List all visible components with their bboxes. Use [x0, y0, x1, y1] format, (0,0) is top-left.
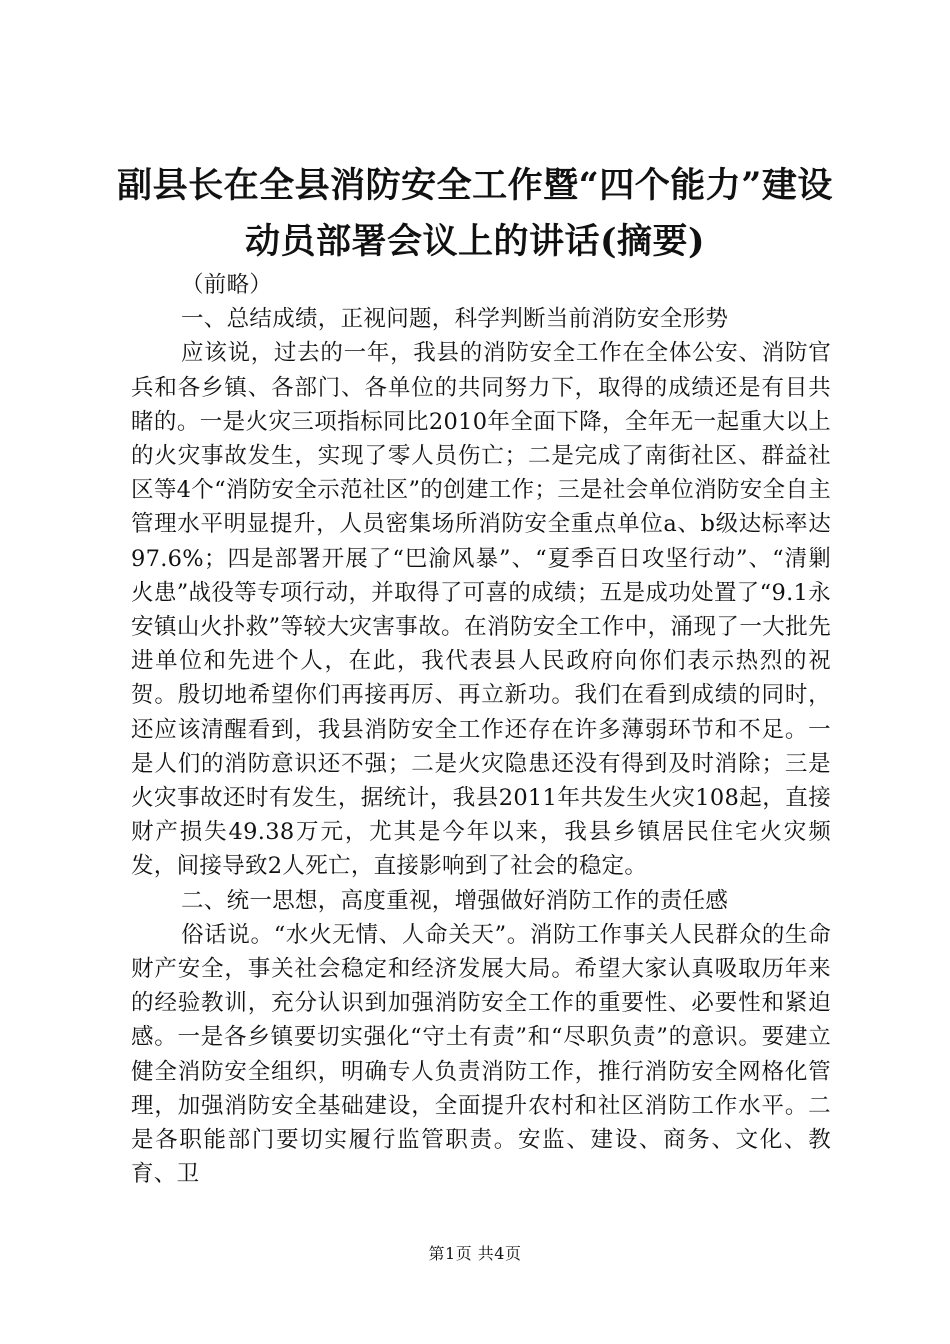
- paragraph-section-1: 应该说，过去的一年，我县的消防安全工作在全体公安、消防官兵和各乡镇、各部门、各单位的共同努力下，取得的成绩还是有目共睹的。一是火灾三项指标同比2010年全面下降，全年无一起重大以上的火灾事故发生，实现了零人员伤亡；二是完成了南街社区、群益社区等4个“消防安全示范社区”的创建工作；三是社会单位消防安全自主管理水平明显提升，人员密集场所消防安全重点单位a、b级达标率达97.6%；四是部署开展了“巴渝风暴”、“夏季百日攻坚行动”、“清剿火患”战役等专项行动，并取得了可喜的成绩；五是成功处置了“9.1永安镇山火扑救”等较大灾害事故。在消防安全工作中，涌现了一大批先进单位和先进个人，在此，我代表县人民政府向你们表示热烈的祝贺。殷切地希望你们再接再厉、再立新功。我们在看到成绩的同时，还应该清醒看到，我县消防安全工作还存在许多薄弱环节和不足。一是人们的消防意识还不强；二是火灾隐患还没有得到及时消除；三是火灾事故还时有发生，据统计，我县2011年共发生火灾108起，直接财产损失49.38万元，尤其是今年以来，我县乡镇居民住宅火灾频发，间接导致2人死亡，直接影响到了社会的稳定。: [131, 340, 831, 880]
- section-heading-1: 一、总结成绩，正视问题，科学判断当前消防安全形势: [181, 306, 729, 333]
- document-body: [131, 268, 831, 1191]
- page-footer: 第1页 共4页: [428, 1244, 522, 1263]
- document-title: 副县长在全县消防安全工作暨“四个能力”建设动员部署会议上的讲话(摘要): [117, 165, 833, 262]
- paragraph-prelude: （前略）: [181, 272, 273, 298]
- section-heading-2: 二、统一思想，高度重视，增强做好消防工作的责任感: [181, 887, 729, 914]
- paragraph-section-2: 俗话说。“水火无情、人命关天”。消防工作事关人民群众的生命财产安全，事关社会稳定和经济发展大局。希望大家认真吸取历年来的经验教训，充分认识到加强消防安全工作的重要性、必要性和紧迫感。一是各乡镇要切实强化“守土有责”和“尽职负责”的意识。要建立健全消防安全组织，明确专人负责消防工作，推行消防安全网格化管理，加强消防安全基础建设，全面提升农村和社区消防工作水平。二是各职能部门要切实履行监管职责。安监、建设、商务、文化、教育、卫: [131, 921, 831, 1188]
